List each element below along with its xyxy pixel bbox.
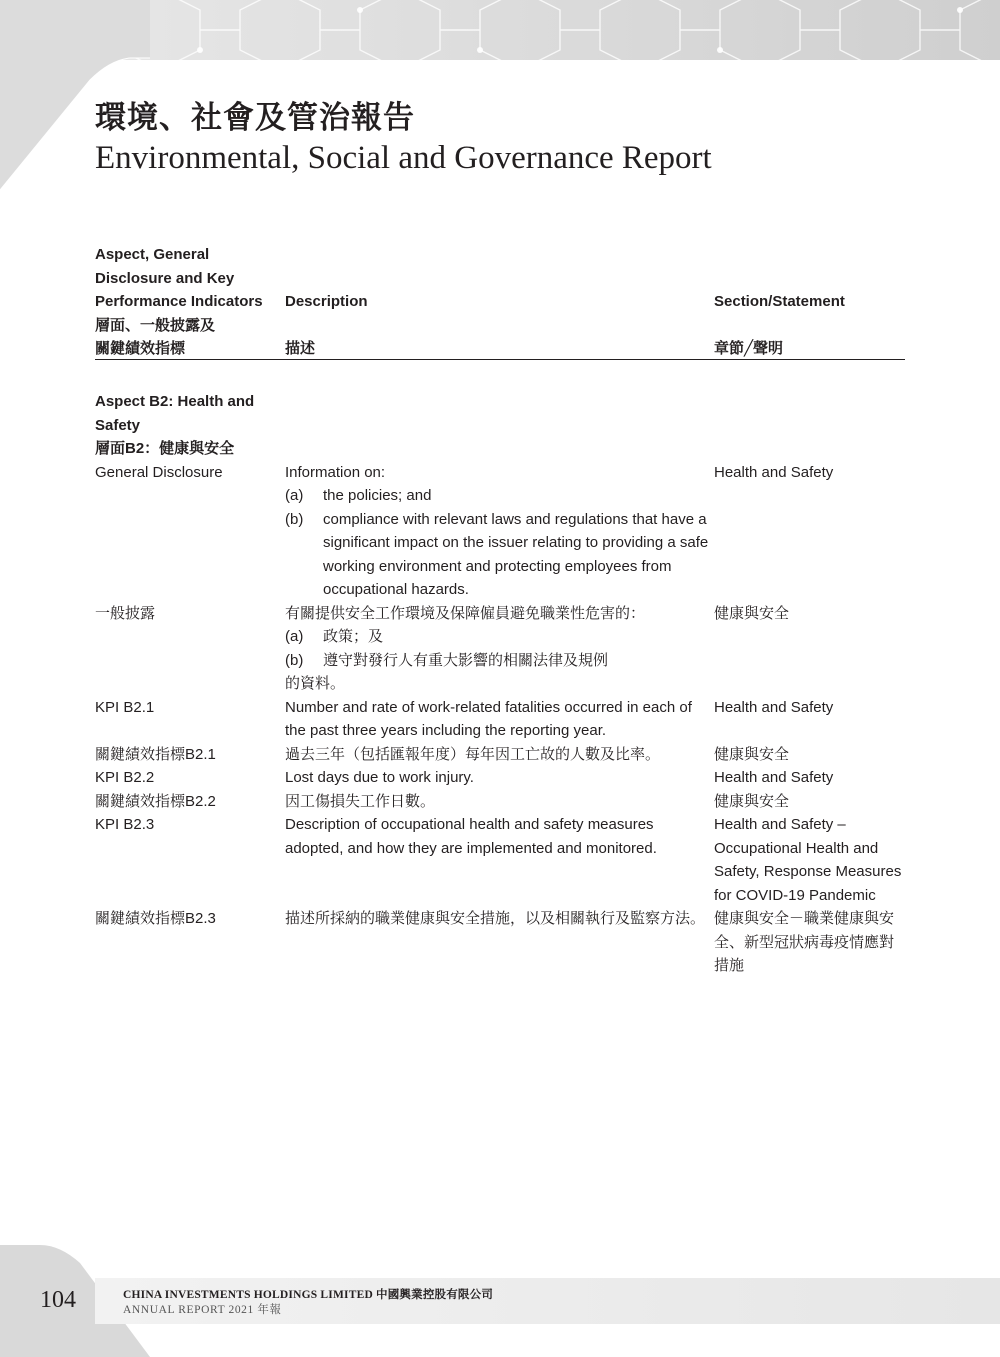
row-section: 健康與安全－職業健康與安全、新型冠狀病毒疫情應對措施: [714, 910, 895, 974]
row-description: 有關提供安全工作環境及保障僱員避免職業性危害的： (a) 政策；及 (b) 遵守對發行人有重大影響的相關法律及規例 的資料。: [285, 602, 714, 696]
section-heading-b2: Aspect B2: Health and Safety 層面B2：健康與安全: [95, 393, 255, 457]
row-section: Health and Safety – Occupational Health and Safety, Response Measures for COVID-19 Pandemic: [714, 816, 902, 904]
column-header-description: Description 描述: [285, 293, 368, 357]
row-label: 關鍵績效指標B2.1: [95, 745, 216, 763]
list-item: (a) the policies; and: [285, 487, 432, 504]
list-item: (b) 遵守對發行人有重大影響的相關法律及規例: [285, 651, 609, 669]
table-row: [95, 813, 905, 907]
row-section: 健康與安全: [714, 604, 790, 622]
esg-index-table: [95, 243, 905, 978]
row-description: 因工傷損失工作日數。: [285, 792, 436, 810]
row-label: 關鍵績效指標B2.2: [95, 792, 216, 810]
row-label: KPI B2.1: [95, 698, 155, 716]
row-section: 健康與安全: [714, 745, 790, 763]
table-row: [95, 461, 905, 602]
row-description: 過去三年（包括匯報年度）每年因工亡故的人數及比率。: [285, 745, 661, 763]
page-number: 104: [40, 1287, 76, 1313]
page-title-en: Environmental, Social and Governance Report: [95, 140, 712, 176]
row-section: Health and Safety: [714, 769, 834, 786]
row-section: 健康與安全: [714, 792, 790, 810]
table-row: [95, 743, 905, 767]
table-row: [95, 766, 905, 790]
row-description: Information on: (a) the policies; and (b) compliance with relevant laws and regulations that have a significant impact on the issuer relating to providing a safe working environment and protecting employees from occupational hazards.: [285, 461, 714, 602]
row-description: Lost days due to work injury.: [285, 769, 474, 786]
row-section: Health and Safety: [714, 698, 834, 716]
table-row: [95, 696, 905, 743]
list-item: (a) 政策；及: [285, 628, 384, 645]
table-row: [95, 907, 905, 978]
column-header-aspect: Aspect, General Disclosure and Key Performance Indicators 層面、一般披露及 關鍵績效指標: [95, 246, 263, 357]
row-label: 關鍵績效指標B2.3: [95, 910, 216, 927]
table-row: [95, 790, 905, 814]
table-row: [95, 602, 905, 696]
row-label: 一般披露: [95, 604, 156, 622]
list-item: (b) compliance with relevant laws and regulations that have a significant impact on the issuer relating to providing a safe working environment and protecting employees from occupational hazards.: [285, 510, 709, 598]
row-description: 描述所採納的職業健康與安全措施，以及相關執行及監察方法。: [285, 910, 706, 927]
row-description: Description of occupational health and safety measures adopted, and how they are implemented and monitored.: [285, 816, 657, 857]
row-section: Health and Safety: [714, 463, 834, 481]
row-description: Number and rate of work-related fatalities occurred in each of the past three years including the reporting year.: [285, 698, 692, 739]
table-header: [95, 243, 905, 360]
column-header-section: Section/Statement 章節╱聲明: [714, 293, 845, 357]
footer-report: ANNUAL REPORT 2021 年報: [123, 1304, 282, 1316]
footer-company: CHINA INVESTMENTS HOLDINGS LIMITED 中國興業控股有限公司: [123, 1289, 494, 1301]
row-label: General Disclosure: [95, 463, 223, 481]
row-label: KPI B2.2: [95, 769, 155, 786]
page-title-zh: 環境、社會及管治報告: [95, 100, 415, 136]
hexagon-pattern-banner: [0, 0, 1000, 60]
row-label: KPI B2.3: [95, 816, 155, 833]
